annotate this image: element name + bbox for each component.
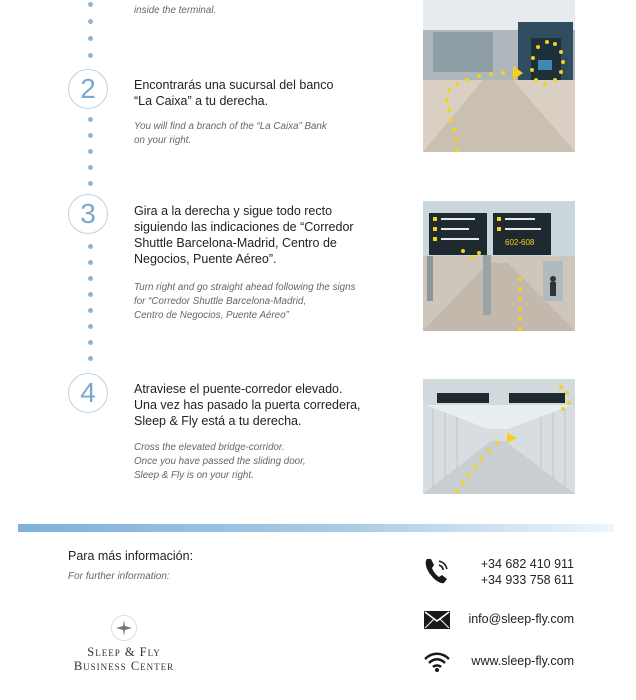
step-2-es-line: Encontrarás una sucursal del banco xyxy=(134,78,334,92)
envelope-icon xyxy=(424,611,450,634)
step-4-text-en xyxy=(134,441,404,483)
step-3-es-line: Negocios, Puente Aéreo”. xyxy=(134,252,277,266)
step-2-en-line: You will find a branch of the “La Caixa” Bank xyxy=(134,121,327,132)
timeline-dot xyxy=(88,133,93,138)
logo-line-2: Business Center xyxy=(73,659,175,673)
timeline-dot xyxy=(88,53,93,58)
timeline-dot xyxy=(88,117,93,122)
step-3-photo xyxy=(423,201,575,331)
step-4-es-line: Sleep & Fly está a tu derecha. xyxy=(134,414,302,428)
phone-number-1[interactable]: +34 682 410 911 xyxy=(480,557,574,571)
timeline-dot xyxy=(88,19,93,24)
phone-icon xyxy=(421,555,453,592)
timeline-dot xyxy=(88,244,93,249)
step-4-en-line: Cross the elevated bridge-corridor. xyxy=(134,442,285,453)
step-3-en-line: Turn right and go straight ahead following the signs xyxy=(134,282,356,293)
step-3-text-es xyxy=(134,203,404,267)
timeline-dot xyxy=(88,340,93,345)
logo-line-1: Sleep & Fly xyxy=(87,645,161,659)
timeline-dot xyxy=(88,260,93,265)
step-4-photo xyxy=(423,379,575,494)
timeline-dot xyxy=(88,2,93,7)
gate-sign-text: 602-608 xyxy=(505,238,535,247)
email-link[interactable]: info@sleep-fly.com xyxy=(468,612,574,626)
step-3-text-en xyxy=(134,281,404,323)
step-3-es-line: Shuttle Barcelona-Madrid, Centro de xyxy=(134,236,337,250)
wifi-icon xyxy=(424,652,450,677)
step-3-en-line: Centro de Negocios, Puente Aéreo” xyxy=(134,310,289,321)
step-4-number: 4 xyxy=(68,373,108,413)
step-3-en-line: for “Corredor Shuttle Barcelona-Madrid, xyxy=(134,296,307,307)
step-3-es-line: Gira a la derecha y sigue todo recto xyxy=(134,204,333,218)
website-link[interactable]: www.sleep-fly.com xyxy=(471,654,574,668)
step-4-text-es xyxy=(134,381,404,429)
timeline-dot xyxy=(88,149,93,154)
step-4-en-line: Once you have passed the sliding door, xyxy=(134,456,306,467)
timeline-dot xyxy=(88,165,93,170)
timeline-dot xyxy=(88,324,93,329)
more-info-label-es: Para más información: xyxy=(68,549,194,563)
phone-number-2[interactable]: +34 933 758 611 xyxy=(480,573,574,587)
step-3-es-line: siguiendo las indicaciones de “Corredor xyxy=(134,220,354,234)
step-4-es-line: Atraviese el puente-corredor elevado. xyxy=(134,382,343,396)
airplane-icon xyxy=(111,615,137,641)
step-2-number: 2 xyxy=(68,69,108,109)
step-3-number: 3 xyxy=(68,194,108,234)
step-2-photo xyxy=(423,0,575,152)
sleep-fly-logo xyxy=(60,615,188,673)
more-info-label-en: For further information: xyxy=(68,571,170,582)
timeline-dot xyxy=(88,276,93,281)
timeline-dot xyxy=(88,36,93,41)
step-1-text-en xyxy=(134,4,404,18)
step-2-en-line: on your right. xyxy=(134,135,192,146)
step-2-es-line: “La Caixa” a tu derecha. xyxy=(134,94,269,108)
timeline-dot xyxy=(88,308,93,313)
timeline-dot xyxy=(88,292,93,297)
timeline-dot xyxy=(88,181,93,186)
step-1-en-line: inside the terminal. xyxy=(134,5,217,16)
section-divider xyxy=(18,524,614,532)
step-4-es-line: Una vez has pasado la puerta corredera, xyxy=(134,398,361,412)
step-2-text-en xyxy=(134,120,404,148)
step-4-en-line: Sleep & Fly is on your right. xyxy=(134,470,254,481)
timeline-dot xyxy=(88,356,93,361)
step-2-text-es xyxy=(134,77,404,109)
